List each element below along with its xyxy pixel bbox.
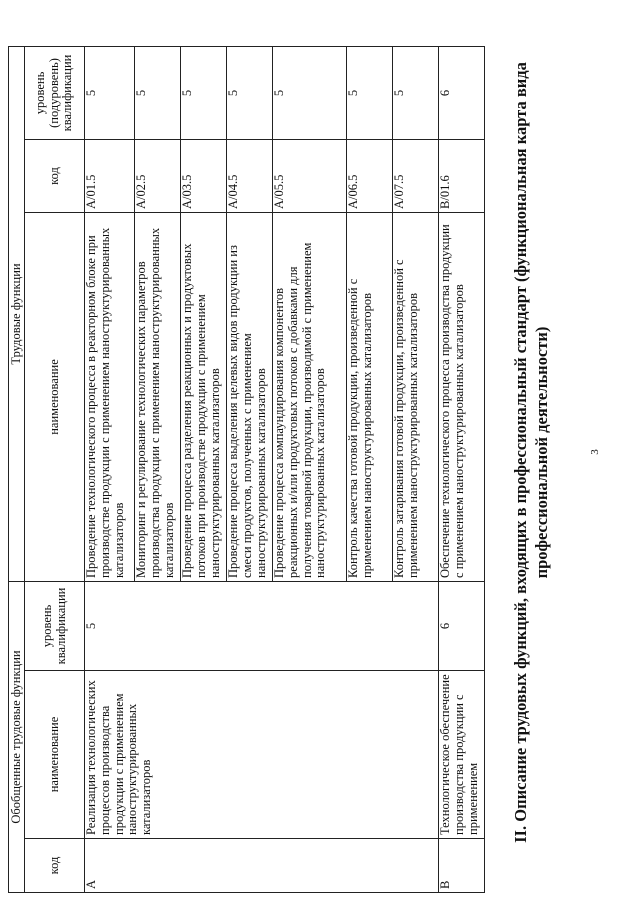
gen-functions-header: Обобщенные трудовые функции — [9, 581, 25, 892]
section-title-line-1: II. Описание трудовых функций, входящих в профессиональный стандарт (функциональная карта вида — [511, 62, 530, 843]
table-row — [439, 46, 485, 892]
group-code-cell: A — [85, 839, 439, 893]
name-header: наименование — [25, 671, 85, 839]
group-name-cell: Технологическое обеспечение производства продукции с применением — [439, 671, 485, 839]
function-code-cell: A/03.5 — [181, 139, 227, 212]
function-code-cell: B/01.6 — [439, 139, 485, 212]
function-name-cell: Контроль затаривания готовой продукции, произведенной с применением наноструктурированных катализаторов — [393, 212, 439, 581]
function-code-cell: A/01.5 — [85, 139, 135, 212]
group-code-cell: B — [439, 839, 485, 893]
function-name-cell: Проведение технологического процесса в реакторном блоке при производстве продукции с применением наноструктурированных катализаторов — [85, 212, 135, 581]
function-level-cell: 5 — [181, 46, 227, 139]
function-code-cell: A/04.5 — [227, 139, 273, 212]
function-name-cell: Проведение процесса выделения целевых видов продукции из смеси продуктов, полученных с применением наноструктурированных катализаторов — [227, 212, 273, 581]
function-level-cell: 5 — [85, 46, 135, 139]
group-name-cell: Реализация технологических процессов производства продукции с применением наноструктурированных катализаторов — [85, 671, 439, 839]
function-code-cell: A/05.5 — [273, 139, 347, 212]
table-header-row-1 — [9, 46, 25, 892]
level-header: уровень квалификации — [25, 581, 85, 670]
group-level-cell: 6 — [439, 581, 485, 670]
function-level-cell: 5 — [347, 46, 393, 139]
functional-map-table — [8, 46, 485, 893]
labor-functions-header: Трудовые функции — [9, 46, 25, 581]
function-level-cell: 6 — [439, 46, 485, 139]
lf-name-header: наименование — [25, 212, 85, 581]
function-level-cell: 5 — [273, 46, 347, 139]
section-title — [510, 10, 552, 895]
function-code-cell: A/06.5 — [347, 139, 393, 212]
group-level-cell: 5 — [85, 581, 439, 670]
function-name-cell: Проведение процесса разделения реакционных и продуктовых потоков при производстве продукции с применением наноструктурированных катализаторов — [181, 212, 227, 581]
section-title-line-2: профессиональной деятельности) — [532, 326, 551, 579]
code-header: код — [25, 839, 85, 893]
table-row — [85, 46, 135, 892]
function-name-cell: Контроль качества готовой продукции, произведенной с применением наноструктурированных катализаторов — [347, 212, 393, 581]
function-level-cell: 5 — [393, 46, 439, 139]
function-code-cell: A/02.5 — [135, 139, 181, 212]
lf-level-header: уровень (подуровень) квалификации — [25, 46, 85, 139]
function-name-cell: Обеспечение технологического процесса производства продукции с применением наноструктурированных катализаторов — [439, 212, 485, 581]
page-number: 3 — [589, 449, 601, 455]
function-name-cell: Мониторинг и регулирование технологических параметров производства продукции с применением наноструктурированных катализаторов — [135, 212, 181, 581]
table-header-row-2 — [25, 46, 85, 892]
function-level-cell: 5 — [227, 46, 273, 139]
function-code-cell: A/07.5 — [393, 139, 439, 212]
function-level-cell: 5 — [135, 46, 181, 139]
function-name-cell: Проведение процесса компаундирования компонентов реакционных и/или продуктовых потоков с добавками для получения товарной продукции, производимой с применением наноструктурированных катализаторов — [273, 212, 347, 581]
lf-code-header: код — [25, 139, 85, 212]
